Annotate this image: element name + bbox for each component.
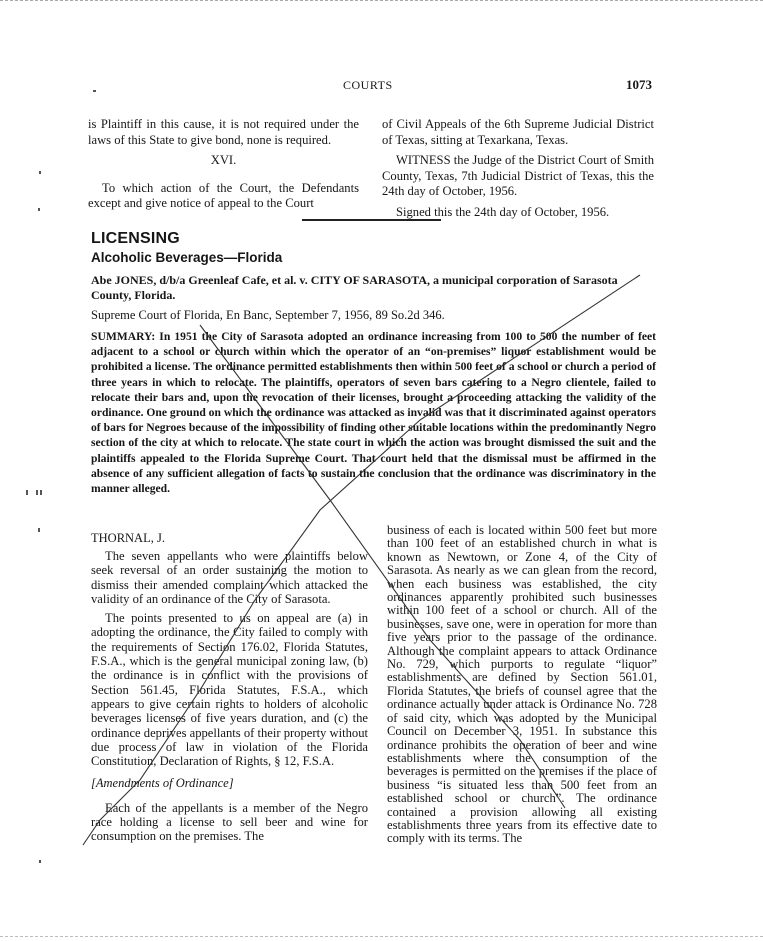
- case-summary: SUMMARY: In 1951 the City of Sarasota adopted an ordinance increasing from 100 to 500 the number of feet adjacent to a school or church within which the operator of an “on-premises” liquor establishment would be prohibited a license. The ordinance permitted establishments then within 500 feet of a school or church a period of three years in which to relocate. The plaintiffs, operators of seven bars catering to a Negro clientele, failed to relocate their bars and, upon the revocation of their licenses, brought a proceeding attacking the validity of the ordinance. One ground on which the ordinance was attacked as invalid was that it discriminated against operators of bars for Negroes because of the impossibility of finding other suitable locations within the predominantly Negro section of the city at which to relocate. The state court in which the action was brought dismissed the suit and the plaintiffs appealed to the Florida Supreme Court. That court held that the dismissal must be affirmed in the absence of any sufficient allegation of facts to sustain the conclusion that the ordinance was discriminatory in the manner alleged.: [91, 330, 657, 496]
- page-number: 1073: [626, 77, 652, 92]
- margin-mark: [26, 490, 28, 495]
- margin-mark: [36, 490, 38, 495]
- opinion-left-para-2: The points presented to us on appeal are (a) in adopting the ordinance, the City failed to comply with the requirements of Section 176.02, Florida Statutes, F.S.A., which is the general municipal zoning law, (b) the ordinance is in conflict with the provisions of Section 561.45, Florida Statutes, F.S.A., which appears to give certain rights to holders of alcoholic beverages licenses of five years duration, and (c) the ordinance deprives appellants of their property without due process of law in violation of the Florida Constitution, Declaration of Rights, § 12, F.S.A.: [91, 611, 368, 769]
- judge-name: THORNAL, J.: [91, 531, 165, 545]
- margin-mark: [38, 208, 40, 211]
- top-right-para-3: Signed this the 24th day of October, 1956.: [396, 204, 610, 219]
- section-subtitle: Alcoholic Beverages—Florida: [91, 250, 283, 265]
- margin-mark: [40, 490, 42, 495]
- opinion-left-para-1: The seven appellants who were plaintiffs below seek reversal of an order sustaining the motion to dismiss their amended complaint which attacked the validity of an ordinance of the City of Sarasota.: [91, 549, 368, 606]
- opinion-right-para: business of each is located within 500 feet but more than 100 feet of an established church in what is known as Newtown, or Zone 4, of the City of Sarasota. As nearly as we can glean from the record, when each business was established, the city ordinances apparently prohibited such businesses within 100 feet of a school or church. All of the businesses, save one, were in operation for more than five years prior to the passage of the ordinance. Although the complaint appears to attack Ordinance No. 729, which purports to regulate “liquor” establishments are defined by Section 561.01, Florida Statutes, the briefs of counsel agree that the ordinance actually under attack is Ordinance No. 728 of said city, which was adopted by the Municipal Council on December 3, 1951. In substance this ordinance prohibits the operation of beer and wine establishments where the consumption of the beverages is permitted on the premises if the place of business “is situated less than 500 feet from an established school or church”. The ordinance contained a provision allowing all existing establishments three years from its effective date to comply with its terms. The: [387, 523, 657, 846]
- section-title: LICENSING: [91, 230, 180, 247]
- top-right-para-1: of Civil Appeals of the 6th Supreme Judicial District of Texas, sitting at Texarkana, Texas.: [382, 117, 654, 147]
- opinion-left-para-3: Each of the appellants is a member of the Negro race holding a license to sell beer and wine for consumption on the premises. The: [91, 800, 368, 844]
- top-left-para-2: To which action of the Court, the Defendants except and give notice of appeal to the Court: [88, 180, 359, 211]
- pen-stroke-lower: [200, 325, 565, 808]
- section-numeral: XVI.: [210, 153, 237, 168]
- margin-mark: [39, 171, 41, 174]
- running-header-title: COURTS: [343, 78, 393, 92]
- case-caption: Abe JONES, d/b/a Greenleaf Cafe, et al. v. CITY OF SARASOTA, a municipal corporation of Sarasota County, Florida.: [91, 273, 618, 302]
- margin-mark: [39, 860, 41, 863]
- top-right-para-2: WITNESS the Judge of the District Court of Smith County, Texas, 7th Judicial District of Texas, this the 24th day of October, 1956.: [382, 153, 654, 199]
- margin-mark: [38, 528, 40, 532]
- top-left-para-1: is Plaintiff in this cause, it is not required under the laws of this State to give bond, none is required.: [88, 117, 359, 147]
- amendments-subheading: [Amendments of Ordinance]: [91, 776, 234, 791]
- bottom-border-dots: [0, 936, 763, 939]
- margin-mark: [93, 90, 96, 92]
- court-citation: Supreme Court of Florida, En Banc, September 7, 1956, 89 So.2d 346.: [91, 308, 445, 322]
- pen-stroke-upper: [83, 275, 640, 845]
